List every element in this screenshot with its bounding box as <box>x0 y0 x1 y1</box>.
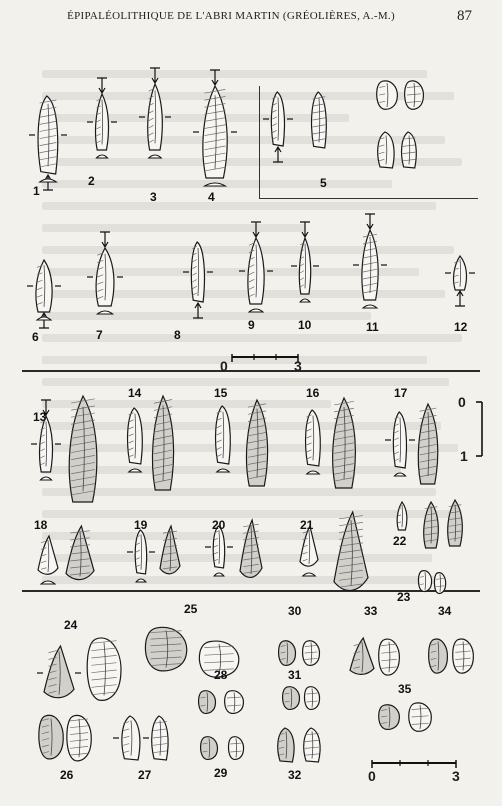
figure-number: 20 <box>212 518 226 532</box>
figure-number: 28 <box>214 668 228 682</box>
artefact-drawing <box>378 704 400 730</box>
figure-number: 12 <box>454 320 468 334</box>
figure-number: 10 <box>298 318 312 332</box>
artefact-drawing <box>396 502 408 530</box>
figure-number: 11 <box>366 320 379 334</box>
artefact-drawing <box>408 702 432 732</box>
figure-number: 8 <box>174 328 181 342</box>
artefact-drawing <box>310 92 328 148</box>
artefact-drawing <box>282 686 300 710</box>
figure-number: 21 <box>300 518 314 532</box>
artefact-drawing <box>392 412 408 468</box>
figure-number: 17 <box>394 386 408 400</box>
artefact-drawing <box>418 570 432 592</box>
artefact-drawing <box>200 736 218 760</box>
figure-number: 24 <box>64 618 78 632</box>
artefact-drawing <box>434 572 446 594</box>
figure-number: 30 <box>288 604 302 618</box>
artefact-drawing <box>200 86 230 178</box>
figure-number: 9 <box>248 318 255 332</box>
figure-number: 33 <box>364 604 378 618</box>
figure-number: 31 <box>288 668 302 682</box>
scale-bar-a-line <box>232 354 298 364</box>
artefact-drawing <box>422 502 440 548</box>
figure-number: 3 <box>150 190 157 204</box>
artefact-drawing <box>446 500 464 546</box>
figure-number: 15 <box>214 386 228 400</box>
artefact-drawing <box>66 526 94 582</box>
artefact-drawing <box>44 646 74 700</box>
figure-number: 18 <box>34 518 48 532</box>
scale-bar-b-line <box>476 402 496 458</box>
figure-number: 27 <box>138 768 152 782</box>
figure-number: 5 <box>320 176 327 190</box>
scale-bar-c <box>368 760 460 786</box>
artefact-drawing <box>404 80 424 110</box>
figure-number: 2 <box>88 174 95 188</box>
figure-number: 26 <box>60 768 74 782</box>
artefact-drawing <box>330 398 358 488</box>
artefact-drawing <box>86 636 122 702</box>
artefact-drawing <box>150 396 176 490</box>
artefact-drawing <box>94 94 110 150</box>
artefact-drawing <box>224 690 244 714</box>
artefact-drawing <box>34 260 54 312</box>
artefact-drawing <box>94 248 116 306</box>
panel-5-frame <box>259 86 478 199</box>
figure-number: 19 <box>134 518 148 532</box>
artefact-drawing <box>298 238 312 294</box>
scale-bar-b-end: 1 <box>460 448 468 464</box>
artefact-drawing <box>198 690 216 714</box>
artefact-drawing <box>304 686 320 710</box>
artefact-drawing <box>134 530 148 574</box>
artefact-drawing <box>126 408 144 464</box>
artefact-drawing <box>334 512 368 594</box>
artefact-drawing <box>376 80 398 110</box>
artefact-drawing <box>150 716 170 760</box>
artefact-drawing <box>66 714 92 762</box>
artefact-drawing <box>276 728 296 762</box>
page-header <box>22 8 480 26</box>
artefact-drawing <box>38 536 58 576</box>
artefact-drawing <box>38 416 54 472</box>
artefact-drawing <box>246 238 266 304</box>
scale-bar-a-end: 3 <box>294 358 302 374</box>
scale-bar-c-start: 0 <box>368 768 376 784</box>
figure-number: 35 <box>398 682 412 696</box>
artefact-drawing <box>416 404 440 484</box>
artefact-drawing <box>190 242 206 302</box>
artefact-drawing <box>302 640 320 666</box>
artefact-drawing <box>270 92 286 146</box>
figure-number: 13 <box>33 410 47 424</box>
artefact-drawing <box>376 132 396 168</box>
artefact-drawing <box>146 84 164 150</box>
artefact-drawing <box>428 638 448 674</box>
artefact-drawing <box>36 96 60 174</box>
figure-number: 7 <box>96 328 103 342</box>
scale-bar-b <box>456 396 496 462</box>
figure-number: 34 <box>438 604 452 618</box>
figure-number: 1 <box>33 184 40 198</box>
artefact-drawing <box>120 716 142 760</box>
scale-bar-a-start: 0 <box>220 358 228 374</box>
figure-number: 6 <box>32 330 39 344</box>
scale-bar-b-start: 0 <box>458 394 466 410</box>
figure-number: 29 <box>214 766 228 780</box>
artefact-drawing <box>278 640 296 666</box>
artefact-drawing <box>240 520 262 580</box>
figure-number: 23 <box>397 590 411 604</box>
running-title: ÉPIPALÉOLITHIQUE DE L'ABRI MARTIN (GRÉOLIÈRES, A.-M.) <box>67 10 395 22</box>
artefact-drawing <box>302 728 322 762</box>
artefact-drawing <box>160 526 180 576</box>
artefact-drawing <box>378 638 400 676</box>
page-number: 87 <box>457 8 472 24</box>
artefact-drawing <box>452 638 474 674</box>
scale-bar-a <box>220 354 302 376</box>
figure-number: 16 <box>306 386 320 400</box>
figure-number: 32 <box>288 768 302 782</box>
artefact-drawing <box>38 714 64 760</box>
section-divider-bottom <box>22 590 480 592</box>
artefact-drawing <box>300 526 318 568</box>
scale-bar-c-line <box>372 760 456 770</box>
artefact-drawing <box>350 638 374 676</box>
figure-number: 14 <box>128 386 142 400</box>
artefact-drawing <box>452 256 468 290</box>
artefact-drawing <box>244 400 270 486</box>
scale-bar-c-end: 3 <box>452 768 460 784</box>
figure-number: 22 <box>393 534 407 548</box>
artefact-drawing <box>66 396 100 502</box>
artefact-drawing <box>214 406 232 464</box>
artefact-drawing <box>144 626 188 672</box>
artefact-drawing <box>400 132 418 168</box>
artefact-drawing <box>212 526 226 568</box>
figure-number: 4 <box>208 190 215 204</box>
artefact-drawing <box>360 230 380 300</box>
figure-number: 25 <box>184 602 198 616</box>
artefact-drawing <box>304 410 322 466</box>
artefact-drawing <box>228 736 244 760</box>
